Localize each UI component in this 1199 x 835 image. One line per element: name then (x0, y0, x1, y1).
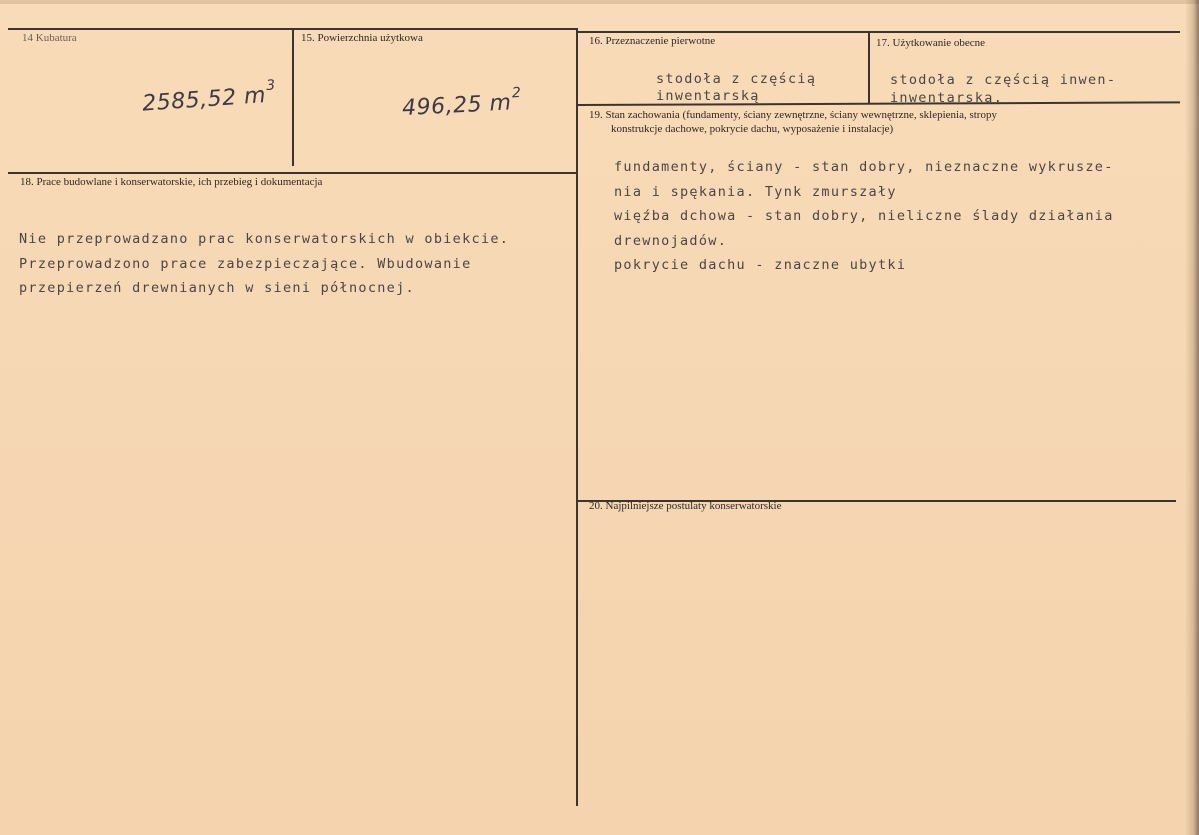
works-text (19, 227, 509, 301)
area-number: 496,25 m (401, 90, 513, 122)
condition-line-3: więźba dchowa - stan dobry, nieliczne ślady działania (614, 208, 1114, 224)
condition-text (614, 155, 1114, 278)
field-17-label: 17. Użytkowanie obecne (876, 37, 986, 49)
works-line-1: Nie przeprowadzano prac konserwatorskich w obiekcie. (19, 231, 510, 247)
field-20-label: 20. Najpilniejsze postulaty konserwatorskie (589, 500, 782, 512)
works-line-2: Przeprowadzono prace zabezpieczające. Wbudowanie (19, 255, 472, 272)
area-value (401, 85, 522, 121)
original-use-line-2: inwentarską (656, 88, 760, 103)
field-15-label: 15. Powierzchnia użytkowa (301, 32, 423, 44)
area-exponent: 2 (511, 84, 522, 102)
rule-under-14-15 (8, 172, 578, 174)
rule-v-main (576, 28, 578, 806)
field-18-label: 18. Prace budowlane i konserwatorskie, ich przebieg i dokumentacja (20, 176, 323, 188)
field-16-label: 16. Przeznaczenie pierwotne (589, 35, 716, 47)
field-19-label-line-1: 19. Stan zachowania (fundamenty, ściany zewnętrzne, ściany wewnętrzne, sklepienia, stropy (589, 109, 997, 121)
condition-line-5: pokrycie dachu - znaczne ubytki (614, 257, 907, 273)
volume-value (141, 77, 277, 116)
current-use-line-1: stodoła z częścią inwen- (890, 72, 1117, 88)
volume-exponent: 3 (265, 77, 277, 94)
condition-line-1: fundamenty, ściany - stan dobry, nieznaczne wykrusze- (614, 159, 1114, 175)
rule-v-16-17 (868, 31, 870, 103)
card-top-edge (0, 0, 1199, 4)
condition-line-4: drewnojadów. (614, 232, 728, 249)
field-19-label-line-2: konstrukcje dachowe, pokrycie dachu, wyposażenie i instalacje) (611, 123, 894, 135)
rule-v-14-15 (292, 28, 294, 166)
current-use-line-2: inwentarską. (890, 90, 1004, 104)
field-14-label: 14 Kubatura (22, 32, 77, 44)
card-right-edge (1185, 0, 1199, 835)
volume-number: 2585,52 m (141, 83, 267, 117)
rule-top-right (578, 31, 1180, 33)
original-use-line-1: stodoła z częścią (656, 71, 817, 87)
works-line-3: przepierzeń drewnianych w sieni północnej. (19, 280, 415, 296)
condition-line-2: nia i spękania. Tynk zmurszały (614, 183, 897, 200)
